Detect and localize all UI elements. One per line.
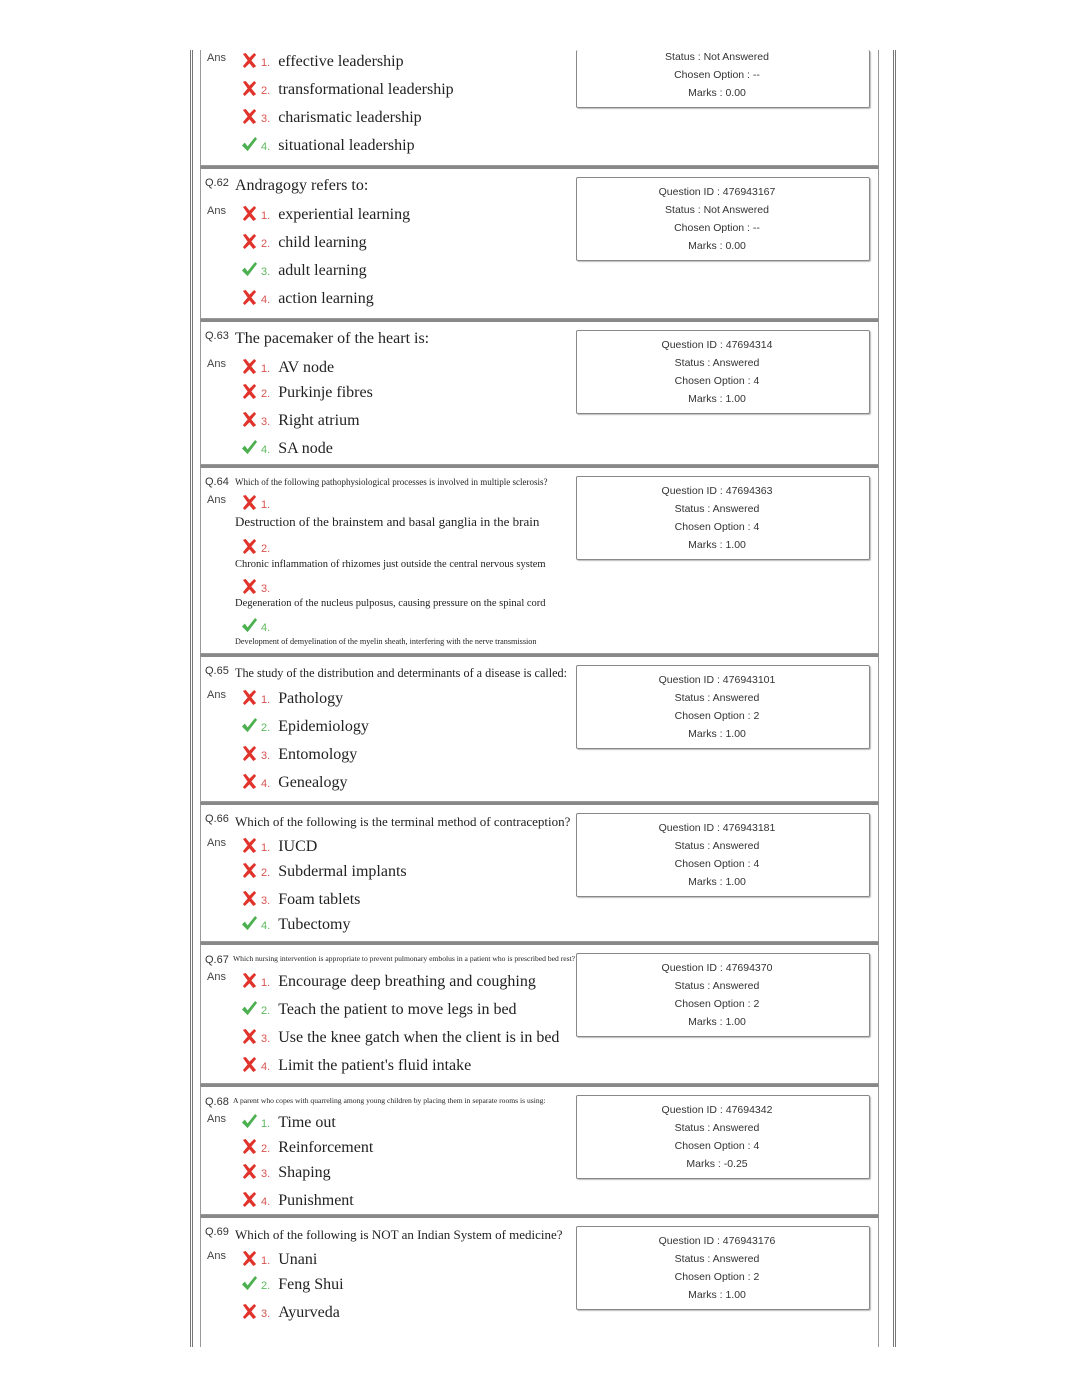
cross-icon [241, 80, 258, 97]
cross-icon [241, 1303, 258, 1320]
option [241, 1163, 331, 1182]
chosen-option-text: Chosen Option : 4 [674, 858, 760, 870]
option-number: 1. [261, 842, 271, 854]
option [241, 383, 373, 402]
option [241, 261, 367, 280]
option-number: 1. [261, 694, 271, 706]
option-text: Reinforcement [278, 1139, 374, 1156]
chosen-option-text: Chosen Option : 4 [674, 1140, 760, 1152]
question-number: Q.67 [205, 954, 229, 966]
cross-icon [241, 745, 258, 762]
option-number: 1. [261, 1118, 271, 1130]
cross-icon [241, 862, 258, 879]
ans-label: Ans [207, 494, 226, 506]
cross-icon [241, 494, 258, 511]
option-number: 2. [261, 722, 271, 734]
option-text: AV node [278, 359, 335, 376]
option-text: Encourage deep breathing and coughing [278, 973, 536, 990]
chosen-option-text: Chosen Option : 2 [674, 998, 760, 1010]
option-number: 1. [261, 977, 271, 989]
cross-icon [241, 1191, 258, 1208]
option-text: adult learning [278, 262, 367, 279]
check-icon [241, 717, 258, 734]
option-marker [241, 494, 278, 513]
option-marker [241, 578, 278, 597]
option-text: action learning [278, 290, 374, 307]
question-block-62 [200, 166, 879, 319]
option-number: 2. [261, 867, 271, 879]
option [241, 411, 360, 430]
option-number: 3. [261, 1308, 271, 1320]
status-text: Status : Answered [674, 1122, 760, 1134]
option-text: transformational leadership [278, 81, 454, 98]
option-number: 2. [261, 543, 271, 555]
option [241, 862, 407, 881]
marks-text: Marks : 0.00 [688, 87, 746, 99]
option-text: Degeneration of the nucleus pulposus, causing pressure on the spinal cord [235, 598, 546, 609]
option-number: 1. [261, 499, 271, 511]
option [241, 890, 360, 909]
option [241, 108, 422, 127]
option-number: 2. [261, 388, 271, 400]
question-text: Andragogy refers to: [235, 177, 369, 194]
option [241, 1000, 517, 1019]
option-number: 1. [261, 363, 271, 375]
cross-icon [241, 538, 258, 555]
option-number: 3. [261, 895, 271, 907]
question-info-box [576, 50, 870, 108]
status-text: Status : Answered [674, 503, 760, 515]
question-number: Q.68 [205, 1096, 229, 1108]
option [241, 915, 351, 934]
ans-label: Ans [207, 689, 226, 701]
cross-icon [241, 233, 258, 250]
cross-icon [241, 383, 258, 400]
chosen-option-text: Chosen Option : 2 [674, 710, 760, 722]
cross-icon [241, 773, 258, 790]
option [241, 1191, 354, 1210]
option-text: IUCD [278, 838, 318, 855]
option-text: Shaping [278, 1164, 331, 1181]
option-text: SA node [278, 440, 333, 457]
option-text: child learning [278, 234, 367, 251]
option-text: Destruction of the brainstem and basal ganglia in the brain [235, 514, 540, 529]
marks-text: Marks : 1.00 [688, 1289, 746, 1301]
cross-icon [241, 1138, 258, 1155]
option [241, 136, 415, 155]
question-text: Which of the following pathophysiological processes is involved in multiple sclerosis? [235, 477, 548, 487]
option [241, 205, 410, 224]
question-text: Which of the following is NOT an Indian System of medicine? [235, 1227, 563, 1242]
question-info-box [576, 177, 870, 261]
option-text: Entomology [278, 746, 358, 763]
question-block-69 [200, 1215, 879, 1347]
question-info-box [576, 330, 870, 414]
question-number: Q.65 [205, 665, 229, 677]
question-number: Q.66 [205, 813, 229, 825]
option-number: 3. [261, 583, 271, 595]
marks-text: Marks : 1.00 [688, 728, 746, 740]
cross-icon [241, 1056, 258, 1073]
question-info-box [576, 1095, 870, 1179]
question-block-66 [200, 802, 879, 942]
check-icon [241, 617, 258, 634]
option [241, 358, 334, 377]
question-block-61 [200, 50, 879, 166]
option-text: Purkinje fibres [278, 384, 373, 401]
ans-label: Ans [207, 358, 226, 370]
option [241, 1056, 471, 1075]
marks-text: Marks : 1.00 [688, 539, 746, 551]
cross-icon [241, 358, 258, 375]
option-number: 2. [261, 1143, 271, 1155]
ans-label: Ans [207, 205, 226, 217]
option [241, 289, 374, 308]
option-text: Tubectomy [278, 916, 351, 933]
marks-text: Marks : 1.00 [688, 876, 746, 888]
option [241, 1113, 336, 1132]
option [241, 1250, 317, 1269]
question-block-63 [200, 319, 879, 465]
question-info-box [576, 476, 870, 560]
question-text: A parent who copes with quarreling among young children by placing them in separate rooms is using: [233, 1096, 546, 1105]
question-block-65 [200, 654, 879, 802]
option-number: 1. [261, 57, 271, 69]
question-number: Q.64 [205, 476, 229, 488]
question-number: Q.69 [205, 1226, 229, 1238]
check-icon [241, 915, 258, 932]
question-block-68 [200, 1084, 879, 1215]
question-id-text: Question ID : 476943167 [658, 186, 776, 198]
option [241, 1138, 373, 1157]
question-info-box [576, 813, 870, 897]
marks-text: Marks : 0.00 [688, 240, 746, 252]
option-number: 3. [261, 266, 271, 278]
option [241, 1028, 559, 1047]
option-text: Epidemiology [278, 718, 369, 735]
cross-icon [241, 578, 258, 595]
check-icon [241, 1113, 258, 1130]
cross-icon [241, 1250, 258, 1267]
status-text: Status : Answered [674, 692, 760, 704]
option-number: 4. [261, 622, 271, 634]
question-number: Q.62 [205, 177, 229, 189]
check-icon [241, 261, 258, 278]
option-number: 4. [261, 141, 271, 153]
cross-icon [241, 1028, 258, 1045]
question-id-text: Question ID : 47694370 [661, 962, 773, 974]
ans-label: Ans [207, 837, 226, 849]
option-text: Genealogy [278, 774, 348, 791]
cross-icon [241, 289, 258, 306]
status-text: Status : Answered [674, 840, 760, 852]
option-number: 4. [261, 444, 271, 456]
question-text: The study of the distribution and determinants of a disease is called: [235, 666, 568, 680]
option-number: 2. [261, 1280, 271, 1292]
option [241, 52, 404, 71]
marks-text: Marks : 1.00 [688, 1016, 746, 1028]
option-text: Right atrium [278, 412, 360, 429]
check-icon [241, 1275, 258, 1292]
chosen-option-text: Chosen Option : 4 [674, 375, 760, 387]
question-info-box [576, 953, 870, 1037]
option-number: 3. [261, 750, 271, 762]
option [241, 80, 454, 99]
question-text: Which of the following is the terminal method of contraception? [235, 814, 571, 829]
status-text: Status : Answered [674, 357, 760, 369]
option-text: Pathology [278, 690, 344, 707]
cross-icon [241, 411, 258, 428]
option-text: effective leadership [278, 53, 404, 70]
cross-icon [241, 1163, 258, 1180]
option [241, 439, 333, 458]
marks-text: Marks : -0.25 [686, 1158, 748, 1170]
chosen-option-text: Chosen Option : -- [674, 69, 760, 81]
option-number: 3. [261, 113, 271, 125]
cross-icon [241, 689, 258, 706]
question-info-box [576, 665, 870, 749]
option [241, 972, 536, 991]
cross-icon [241, 837, 258, 854]
option-number: 4. [261, 1196, 271, 1208]
option [241, 1275, 344, 1294]
option-number: 4. [261, 294, 271, 306]
option-text: Ayurveda [278, 1304, 340, 1321]
ans-label: Ans [207, 971, 226, 983]
option [241, 1303, 340, 1322]
option-text: Subdermal implants [278, 863, 407, 880]
option-text: Feng Shui [278, 1276, 344, 1293]
option-text: Teach the patient to move legs in bed [278, 1001, 517, 1018]
option-text: Foam tablets [278, 891, 361, 908]
option [241, 745, 357, 764]
status-text: Status : Answered [674, 1253, 760, 1265]
option [241, 837, 317, 856]
question-text: The pacemaker of the heart is: [235, 330, 430, 347]
option-number: 3. [261, 1168, 271, 1180]
check-icon [241, 136, 258, 153]
cross-icon [241, 205, 258, 222]
check-icon [241, 1000, 258, 1017]
option-text: Unani [278, 1251, 318, 1268]
question-info-box [576, 1226, 870, 1310]
option-number: 4. [261, 778, 271, 790]
option-text: Time out [278, 1114, 336, 1131]
chosen-option-text: Chosen Option : -- [674, 222, 760, 234]
question-id-text: Question ID : 476943101 [658, 674, 776, 686]
status-text: Status : Not Answered [665, 204, 769, 216]
option-number: 4. [261, 1061, 271, 1073]
question-id-text: Question ID : 47694363 [661, 485, 773, 497]
option-text: experiential learning [278, 206, 411, 223]
option [241, 689, 343, 708]
option-text: Punishment [278, 1192, 354, 1209]
ans-label: Ans [207, 1113, 226, 1125]
cross-icon [241, 108, 258, 125]
option-number: 1. [261, 1255, 271, 1267]
option-number: 2. [261, 238, 271, 250]
cross-icon [241, 972, 258, 989]
question-id-text: Question ID : 476943176 [658, 1235, 776, 1247]
option-number: 3. [261, 1033, 271, 1045]
question-number: Q.63 [205, 330, 229, 342]
chosen-option-text: Chosen Option : 4 [674, 521, 760, 533]
option-text: Use the knee gatch when the client is in bed [278, 1029, 560, 1046]
option-text: Development of demyelination of the myelin sheath, interfering with the nerve transmission [235, 637, 537, 646]
check-icon [241, 439, 258, 456]
question-id-text: Question ID : 476943181 [658, 822, 776, 834]
ans-label: Ans [207, 1250, 226, 1262]
question-block-67 [200, 942, 879, 1084]
question-text: Which nursing intervention is appropriate to prevent pulmonary embolus in a patient who is prescribed bed rest? [233, 954, 576, 963]
option-number: 1. [261, 210, 271, 222]
option [241, 717, 369, 736]
question-id-text: Question ID : 47694314 [661, 339, 773, 351]
option [241, 233, 367, 252]
option-number: 4. [261, 920, 271, 932]
status-text: Status : Not Answered [665, 51, 769, 63]
status-text: Status : Answered [674, 980, 760, 992]
option [241, 773, 348, 792]
option-text: situational leadership [278, 137, 415, 154]
question-id-text: Question ID : 47694342 [661, 1104, 773, 1116]
marks-text: Marks : 1.00 [688, 393, 746, 405]
cross-icon [241, 52, 258, 69]
question-block-64 [200, 465, 879, 654]
option-text: Limit the patient's fluid intake [278, 1057, 472, 1074]
option-marker [241, 538, 278, 557]
option-number: 3. [261, 416, 271, 428]
chosen-option-text: Chosen Option : 2 [674, 1271, 760, 1283]
ans-label: Ans [207, 52, 226, 64]
option-number: 2. [261, 85, 271, 97]
option-number: 2. [261, 1005, 271, 1017]
option-marker [241, 617, 278, 636]
option-text: Chronic inflammation of rhizomes just outside the central nervous system [235, 559, 546, 570]
option-text: charismatic leadership [278, 109, 422, 126]
cross-icon [241, 890, 258, 907]
